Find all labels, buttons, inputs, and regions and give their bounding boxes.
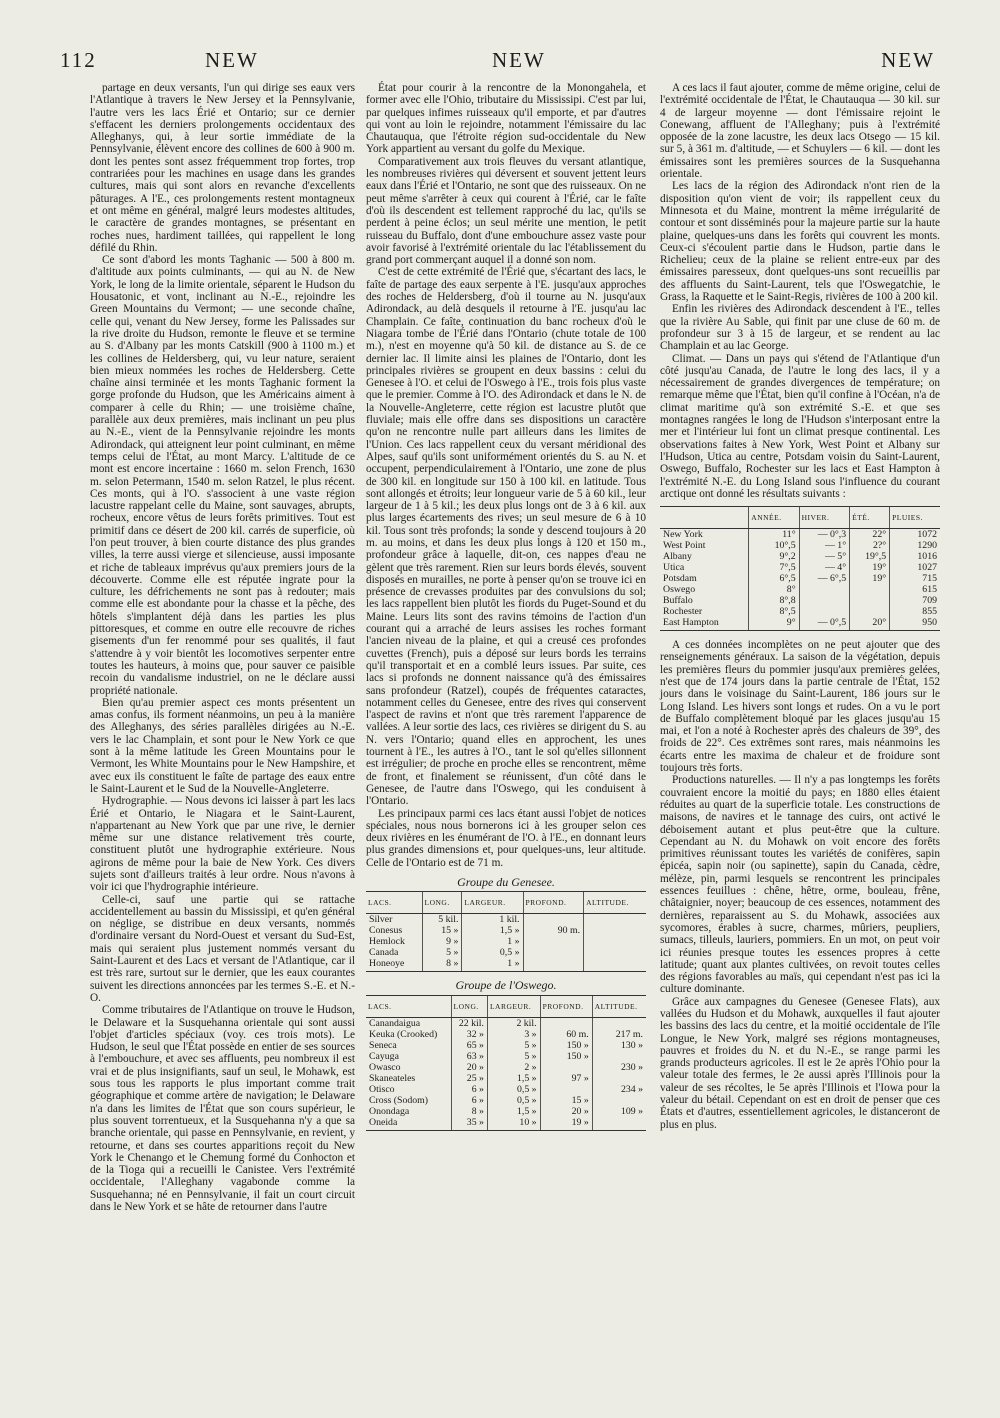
- table-row: [366, 1106, 646, 1117]
- row-label: Honeoye: [366, 958, 422, 972]
- table-cell: 10°,5: [749, 540, 799, 551]
- table-cell: 8 »: [422, 958, 462, 972]
- table-cell: 0,5 »: [487, 1095, 540, 1106]
- table-cell: 7°,5: [749, 562, 799, 573]
- table-cell: 709: [890, 595, 940, 606]
- table-cell: 19°: [850, 573, 890, 584]
- genesee-table-body: [366, 914, 646, 972]
- row-label: Seneca: [369, 1039, 397, 1051]
- table-cell: 11°: [749, 529, 799, 541]
- table-row: [366, 947, 646, 958]
- genesee-table-title: Groupe du Genesee.: [457, 875, 555, 889]
- column-header: ÉTÉ.: [850, 507, 890, 529]
- table-row: [366, 1051, 646, 1062]
- table-cell: 1 kil.: [462, 914, 523, 926]
- table-cell: 19°,5: [850, 551, 890, 562]
- table-cell: 10 »: [487, 1117, 540, 1131]
- table-cell: [592, 1051, 646, 1062]
- table-cell: [540, 1062, 592, 1073]
- table-cell: 0,5 »: [487, 1084, 540, 1095]
- paragraph: partage en deux versants, l'un qui dirige ses eaux vers l'Atlantique à travers le New Jersey et la Pennsylvanie, l'autre vers les lacs Érié et Ontario; sur ce dernier s'effacent les derniers prolongements occidentaux des Alleghanys, qui, à leur sortie immédiate de la Pennsylvanie, élèvent encore des collines de 600 à 900 m. dont les pentes sont assez fréquemment trop fortes, trop contrariées pour les machines en usage dans les grandes cultures, mais qui sont alors en revanche d'excellents pâturages. A l'E., ces prolongements restent montagneux et ont même en général, malgré leurs modestes altitudes, le caractère de grandes montagnes, se présentant en roches nues, hardiment taillées, qui rappellent le long défilé du Rhin.: [90, 82, 355, 254]
- table-cell: — 6°,5: [799, 573, 850, 584]
- table-cell: 1,5 »: [487, 1073, 540, 1084]
- table-cell: [850, 606, 890, 617]
- row-label: Onondaga: [369, 1105, 410, 1117]
- table-cell: 6°,5: [749, 573, 799, 584]
- paragraph: État pour courir à la rencontre de la Monongahela, et former avec elle l'Ohio, tributaire du Mississipi. C'est par lui, par quelques infimes ruisseaux qu'il emporte, et par d'autres qui vont au loin le rejoindre, notamment l'émissaire du lac Chautauqua, que l'étroite région sud-occidentale du New York appartient au versant du golfe du Mexique.: [366, 82, 646, 156]
- table-cell: 1 »: [462, 958, 523, 972]
- oswego-table: [366, 995, 646, 1131]
- row-label: Canada: [369, 947, 399, 959]
- table-row: [366, 1017, 646, 1029]
- table-cell: 15 »: [422, 925, 462, 936]
- paragraph: Ce sont d'abord les monts Taghanic — 500 à 800 m. d'altitude aux points culminants, — qui au N. de New York, le long de la limite orientale, séparent le Hudson du Housatonic, et vont, inclinant au N.-E., rejoindre les Green Mountains du Vermont; — une seconde chaîne, celle qui, venant du New Jersey, forme les Palissades sur la rive droite du Hudson, remonte le fleuve et se termine au S. d'Albany par les monts Catskill (900 à 1100 m.) et les collines de Heldersberg, qui, vu leur nature, seraient bien mieux nommées les roches de Heldersberg. Cette chaîne ainsi terminée et les monts Taghanic forment la gorge profonde du Hudson, que les Américains aiment à comparer à celle du Rhin; — une troisième chaîne, parallèle aux deux premières, mais inclinant un peu plus au N.-E., vient de la Pennsylvanie rejoindre les monts Adirondack, qui atteignent leur point culminant, en même temps celui de l'État, au mont Marcy. L'altitude de ce mont est encore incertaine : 1660 m. selon French, 1630 m. selon Petermann, 1540 m. selon Ratzel, le plus récent. Ces monts, qui à l'O. s'associent à une vaste région lacustre rappelant celle du Maine, sont sauvages, abrupts, rocheux, encore vêtus de leurs forêts primitives. Tout est primitif dans ce désert de 200 kil. carrés de superficie, où l'on peut trouver, à bien courte distance des plus grandes villes, la terre aussi vierge et silencieuse, aussi imposante et riche de tableaux imprévus qu'aux premiers jours de la découverte. Comme elle est réputée ingrate pour la culture, les défrichements ne sont pas à redouter; mais comme elle est abondante pour la chasse et la pêche, des hôtels s'implantent déjà dans les parties les plus pittoresques, et comme en outre elle recouvre de riches gisements d'un fer renommé pour ses qualités, il faut s'attendre à y voir bientôt les locomotives serpenter entre toutes les hauteurs, à moins que, pour sauver ce paisible recoin du vandalisme industriel, on ne le déclare aussi propriété nationale.: [90, 254, 355, 697]
- table-cell: 5 kil.: [422, 914, 462, 926]
- table-cell: 8°: [749, 584, 799, 595]
- table-row: [366, 958, 646, 972]
- table-cell: 8°,8: [749, 595, 799, 606]
- column-header: PROFOND.: [523, 892, 584, 914]
- table-cell: [850, 595, 890, 606]
- table-cell: 1072: [890, 529, 940, 541]
- climate-table-body: [660, 529, 940, 631]
- column-header: LONG.: [451, 995, 487, 1017]
- paragraph: Comme tributaires de l'Atlantique on trouve le Hudson, le Delaware et la Susquehanna orientale qui sont aussi l'objet d'articles spéciaux (voy. ces trois mots). Le Hudson, le seul que l'État possède en entier de ses sources à l'embouchure, et avec ses affluents, peu nombreux il est vrai et de plus insignifiants, sauf un seul, le Mohawk, est sous tous les rapports le plus important comme trait géographique et comme artère de navigation; le Delaware n'a dans les limites de l'État que son cours supérieur, le plus souvent torrentueux, et la Susquehanna n'y a que sa branche orientale, qui passe en Pennsylvanie, en revient, y retourne, et dans ses courtes apparitions reçoit du New York le Chenango et le Chemung formé du Conhocton et de la Tioga qui a recueilli le Canistee. Vers l'extrémité occidentale, l'Alleghany vagabonde comme la Susquehanna; né en Pennsylvanie, il fait un court circuit dans le New York et se hâte de retourner dans l'autre: [90, 1004, 355, 1214]
- table-cell: 15 »: [540, 1095, 592, 1106]
- oswego-table-title: Groupe de l'Oswego.: [455, 978, 557, 993]
- column-header: ALTITUDE.: [584, 892, 646, 914]
- oswego-table-body: [366, 1017, 646, 1130]
- column-header: PROFOND.: [540, 995, 592, 1017]
- table-cell: 3 »: [487, 1029, 540, 1040]
- table-cell: 1 »: [462, 936, 523, 947]
- table-cell: 8°,5: [749, 606, 799, 617]
- table-row: [660, 573, 940, 584]
- table-cell: 150 »: [540, 1051, 592, 1062]
- page-header: [60, 48, 940, 76]
- column-header: ALTITUDE.: [592, 995, 646, 1017]
- row-label: Conesus: [369, 925, 403, 937]
- table-cell: 60 m.: [540, 1029, 592, 1040]
- table-cell: — 4°: [799, 562, 850, 573]
- table-cell: [584, 925, 646, 936]
- table-cell: [592, 1017, 646, 1029]
- table-cell: 9°,2: [749, 551, 799, 562]
- table-cell: 1,5 »: [462, 925, 523, 936]
- table-cell: [584, 947, 646, 958]
- table-row: [366, 1095, 646, 1106]
- paragraph: Enfin les rivières des Adirondack descendent à l'E., telles que la rivière Au Sable, qui finit par une cluse de 60 m. de profondeur sur 3 à 15 de largeur, et se rendent au lac Champlain et au lac George.: [660, 303, 940, 353]
- table-cell: — 0°,5: [799, 617, 850, 631]
- column-header: LARGEUR.: [462, 892, 523, 914]
- column-header: ANNÉE.: [749, 507, 799, 529]
- running-head-center: NEW: [492, 48, 546, 72]
- table-row: [660, 617, 940, 631]
- paragraph: Les lacs de la région des Adirondack n'ont rien de la disposition qu'on vient de voir; ils rappellent ceux du Minnesota et du Maine, montrent la même irrégularité de contour et sont disséminés pour la majeure partie sur la haute plaine, quelques-uns dans les forêts qui couvrent les monts. Ceux-ci s'écoulent partie dans le Hudson, partie dans le Richelieu; ceux de la plaine se relient entre-eux par des émissaires paresseux, dont quelques-uns sont recueillis par des affluents du Saint-Laurent, tels que l'Oswegatchie, le Grass, la Raquette et le Saint-Regis, rivières de 100 à 200 kil.: [660, 180, 940, 304]
- row-label: Albany: [663, 551, 692, 563]
- table-cell: [799, 595, 850, 606]
- table-row: [366, 1062, 646, 1073]
- table-cell: [540, 1084, 592, 1095]
- paragraph-productions: Productions naturelles. — Il n'y a pas longtemps les forêts couvraient encore la moitié du pays; en 1880 elles étaient réduites au quart de la superficie totale. Les constructions de maisons, de navires et le tannage des cuirs, ont activé le déboisement autant et plus peut-être que la culture. Cependant au N. du Mohawk on voit encore des forêts primitives réunissant toutes les variétés de conifères, sapin épicéa, sapin noir (ou sapinette), sapin du Canada, cèdre, mélèze, pin, parmi lesquels se rencontrent les principales essences feuillues : chêne, hêtre, orme, bouleau, frêne, châtaignier, noyer; beaucoup de ces essences, notamment des dernières, reparaissent au S. du Mohawk, associées aux sycomores, érables à sucre, charmes, mûriers, peupliers, sumacs, tilleuls, lauriers, pommiers. En un mot, on peut voir ici réunies presque toutes les essences propres à cette latitude; quant aux plantes cultivées, on revoit toutes celles des régions favorables au maïs, qui cependant n'est pas ici la culture dominante.: [660, 774, 940, 996]
- table-cell: — 0°,3: [799, 529, 850, 541]
- table-row: [660, 562, 940, 573]
- table-cell: 950: [890, 617, 940, 631]
- table-cell: [584, 914, 646, 926]
- paragraph: A ces données incomplètes on ne peut ajouter que des renseignements généraux. La saison de la végétation, depuis les premières fleurs du pommier jusqu'aux premières gelées, n'est que de 174 jours dans la partie centrale de l'État, 152 jours dans le voisinage du Saint-Laurent, 186 jours sur le Long Island. Les hivers sont longs et rudes. On a vu le port de Buffalo complètement bloqué par les glaces jusqu'au 15 mai, et l'on a noté à Rochester après des chaleurs de 39°, des froids de 22°. Ces extrêmes sont rares, mais néanmoins les écarts entre les maxima de chaleur et de froidure sont toujours très forts.: [660, 639, 940, 775]
- table-row: [366, 1117, 646, 1131]
- table-cell: 20 »: [540, 1106, 592, 1117]
- paragraph: Bien qu'au premier aspect ces monts présentent un amas confus, ils forment néanmoins, un peu à la manière des Alleghanys, des séries parallèles dirigées au N.-E. vers le lac Champlain, et sont pour le New York ce que sont à la même latitude les Green Mountains pour le Vermont, les White Mountains pour le New Hampshire, et avec eux ils constituent le faîte de partage des eaux entre le Saint-Laurent et le Sud de la Nouvelle-Angleterre.: [90, 696, 355, 795]
- row-label: Hemlock: [369, 936, 405, 948]
- table-cell: 9 »: [422, 936, 462, 947]
- table-cell: 20 »: [451, 1062, 487, 1073]
- column-header: LACS.: [366, 892, 422, 914]
- table-cell: [523, 914, 584, 926]
- table-cell: 19°: [850, 562, 890, 573]
- table-cell: 20°: [850, 617, 890, 631]
- table-cell: 109 »: [592, 1106, 646, 1117]
- table-row: [366, 1029, 646, 1040]
- table-cell: 97 »: [540, 1073, 592, 1084]
- table-row: [660, 584, 940, 595]
- column-header: HIVER.: [799, 507, 850, 529]
- column-middle: [366, 82, 646, 1131]
- table-cell: 217 m.: [592, 1029, 646, 1040]
- row-label: Silver: [369, 914, 393, 926]
- table-cell: 230 »: [592, 1062, 646, 1073]
- table-cell: 2 kil.: [487, 1017, 540, 1029]
- table-cell: 32 »: [451, 1029, 487, 1040]
- table-cell: 65 »: [451, 1040, 487, 1051]
- table-row: [660, 606, 940, 617]
- table-cell: 0,5 »: [462, 947, 523, 958]
- table-cell: 150 »: [540, 1040, 592, 1051]
- paragraph: Celle-ci, sauf une partie qui se rattache accidentellement au bassin du Mississipi, et qu'en général on néglige, se distribue en deux versants, nommés d'ordinaire versant du Nord-Ouest et versant du Sud-Est, mais qui seraient plus justement nommés versant du Saint-Laurent et des Lacs et versant de l'Atlantique, car il est très rare, surtout sur le dernier, que les eaux courantes suivent les directions annoncées par les termes S.-E. et N.-O.: [90, 893, 355, 1004]
- table-cell: [523, 936, 584, 947]
- row-label: Owasco: [369, 1061, 401, 1073]
- table-cell: 8 »: [451, 1106, 487, 1117]
- running-head-left: NEW: [205, 48, 259, 72]
- table-cell: 63 »: [451, 1051, 487, 1062]
- table-cell: [799, 606, 850, 617]
- column-header: PLUIES.: [890, 507, 940, 529]
- paragraph: Grâce aux campagnes du Genesee (Genesee Flats), aux vallées du Hudson et du Mohawk, auxquelles il faut ajouter les bassins des lacs du centre, et la moitié occidentale de l'île Longue, le New York, malgré ses régions montagneuses, pauvres et froides du N. et du N.-E., se range parmi les grands producteurs agricoles. Il est le 2e après l'Ohio pour la valeur totale des fermes, le 2e aussi après l'Illinois pour la valeur de ses récoltes, le 5e après l'Illinois et l'Iowa pour la valeur du bétail. Cependant on est en droit de penser que ces États et d'autres, essentiellement agricoles, le distanceront de plus en plus.: [660, 995, 940, 1131]
- row-label: West Point: [663, 540, 706, 552]
- table-row: [366, 1040, 646, 1051]
- table-cell: 6 »: [451, 1095, 487, 1106]
- table-cell: 22°: [850, 529, 890, 541]
- table-cell: 25 »: [451, 1073, 487, 1084]
- column-header: LARGEUR.: [487, 995, 540, 1017]
- paragraph: A ces lacs il faut ajouter, comme de même origine, celui de l'extrémité occidentale de l'État, le Chautauqua — 30 kil. sur 4 de largeur moyenne — dont l'émissaire rejoint le Conewang, affluent de l'Alleghany; puis à l'extrémité opposée de la zone lacustre, les deux lacs Otsego — 15 kil. sur 5, à 361 m. d'altitude, — et Schuylers — 6 kil. — dont les émissaires sont les premières sources de la Susquehanna orientale.: [660, 82, 940, 181]
- table-row: [660, 551, 940, 562]
- row-label: Canandaigua: [369, 1017, 421, 1029]
- table-cell: 615: [890, 584, 940, 595]
- row-label: Cross (Sodom): [369, 1094, 429, 1106]
- table-row: [366, 936, 646, 947]
- row-label: Cayuga: [369, 1050, 399, 1062]
- table-row: [366, 1084, 646, 1095]
- column-header: LACS.: [366, 995, 451, 1017]
- table-cell: 9°: [749, 617, 799, 631]
- row-label: Skaneateles: [369, 1072, 416, 1084]
- table-row: [660, 595, 940, 606]
- row-label: Oneida: [366, 1117, 451, 1131]
- row-label: Otisco: [369, 1083, 395, 1095]
- paragraph-climat: Climat. — Dans un pays qui s'étend de l'Atlantique d'un côté jusqu'au Canada, de l'autre le long des lacs, il y a nécessairement de grandes divergences de température; on remarque même que l'État, bien qu'il confine à l'Océan, n'a de climat maritime qu'à son extrémité S.-E. et que ses montagnes rangées le long de l'Hudson s'interposant entre la mer et l'intérieur lui font un climat presque continental. Les observations faites à New York, West Point et Albany sur l'Hudson, Utica au centre, Potsdam voisin du Saint-Laurent, Oswego, Buffalo, Rochester sur les lacs et East Hampton à l'extrémité N.-E. du Long Island sous l'influence du courant arctique ont donné les résultats suivants :: [660, 352, 940, 500]
- table-cell: 2 »: [487, 1062, 540, 1073]
- paragraph: C'est de cette extrémité de l'Érié que, s'écartant des lacs, le faîte de partage des eaux serpente à l'E. jusqu'aux approches des roches de Heldersberg, d'où il tourne au N. jusqu'aux Adirondack, au delà desquels il retourne à l'E. jusqu'au lac Champlain. Ce faîte, continuation du banc rocheux d'où le Niagara tombe de l'Érié dans l'Ontario (chute totale de 100 m.), n'est en moyenne qu'à 50 kil. de distance au S. de ce dernier lac. Il limite ainsi les plaines de l'Ontario, dont les principales rivières se groupent en deux bassins : celui du Genesee à l'O. et celui de l'Oswego à l'E., trois fois plus vaste que le premier. Comme à l'O. des Adirondack et dans le N. de la Nouvelle-Angleterre, cette région est lacustre plutôt que fluviale; mais elle offre dans ses dispositions un caractère qu'on ne rencontre nulle part ailleurs dans les limites de l'Union. Ces lacs rappellent ceux du versant méridional des Alpes, sauf qu'ils sont uniformément orientés du S. au N. et occupent, perpendiculairement à l'Ontario, une zone de plus de 300 kil. en longitude sur 150 à 100 kil. en latitude. Tous sont allongés et étroits; leur longueur varie de 5 à 60 kil., leur largeur de 1 à 5 kil.; les deux plus longs ont de 3 à 6 kil. aux plus larges écartements des rives; un seul mesure de 6 à 10 kil. Tous sont très profonds; la sonde y descend toujours à 20 m. au moins, et dans les deux plus longs à 120 et 150 m., profondeur grâce à laquelle, dit-on, ces nappes d'eau ne gèlent que très rarement. Rien sur leurs bords élevés, souvent disposés en murailles, ne porte à penser qu'on se trouve ici en présence de crevasses produites par des convulsions du sol; les lacs rappellent bien plutôt les fiords du Puget-Sound et du Maine. Leurs lits sont des ravins témoins de l'action d'un courant qui a arraché de leurs assises les roches formant l'ancien niveau de la plaine, et qui a creusé ces profondes cuvettes (French), puis a déposé sur leurs bords les terrains qu'il transportait et en a comblé leurs issues. Par suite, ces lacs si profonds ne donnent naissance qu'à des émissaires sans profondeur (Ratzel), coupés de fréquentes cataractes, notamment celles du Genesee, entre des rives qui conservent l'aspect de ravins et n'ont que très rarement l'apparence de vallées. A leur sortie des lacs, ces rivières se dirigent du S. au N. vers l'Ontario; quand elles en approchent, les unes tournent à l'E., les autres à l'O., tant le sol qu'elles sillonnent est irrégulier; de proche en proche elles se rencontrent, même de front, et finalement se réunissent, d'un côté dans le Genesee, de l'autre dans l'Oswego, qui les conduisent à l'Ontario.: [366, 266, 646, 808]
- row-label: Keuka (Crooked): [369, 1028, 438, 1040]
- table-cell: 1016: [890, 551, 940, 562]
- row-label: Utica: [663, 562, 685, 574]
- table-cell: [850, 584, 890, 595]
- table-cell: 1290: [890, 540, 940, 551]
- table-row: [660, 540, 940, 551]
- table-cell: [592, 1073, 646, 1084]
- page-number: 112: [60, 48, 97, 72]
- running-head-right: NEW: [881, 48, 935, 72]
- table-cell: 35 »: [451, 1117, 487, 1131]
- row-label: East Hampton: [660, 617, 749, 631]
- table-cell: [540, 1017, 592, 1029]
- row-label: Buffalo: [663, 595, 693, 607]
- table-cell: 5 »: [487, 1051, 540, 1062]
- table-row: [366, 1073, 646, 1084]
- table-cell: 2?°: [850, 540, 890, 551]
- table-cell: [584, 936, 646, 947]
- paragraph: Comparativement aux trois fleuves du versant atlantique, les nombreuses rivières qui déversent et souvent jettent leurs eaux dans l'Érié et l'Ontario, ne sont que des ruisseaux. On ne peut même s'arrêter à ceux qui courent à l'Érié, car le faîte d'où ils descendent est tellement rapproché du lac, qu'ils se perdent à peine éclos; un seul mérite une mention, le petit ruisseau du Buffalo, dont d'une embouchure assez vaste pour avoir favorisé à l'extrémité orientale du lac l'établissement du grand port commerçant auquel il a donné son nom.: [366, 155, 646, 267]
- table-row: [366, 925, 646, 936]
- table-cell: 130 »: [592, 1040, 646, 1051]
- table-cell: 855: [890, 606, 940, 617]
- row-label: Rochester: [663, 606, 703, 618]
- table-cell: [799, 584, 850, 595]
- row-label: Potsdam: [663, 573, 697, 585]
- row-label: Oswego: [663, 584, 696, 596]
- column-header: LONG.: [422, 892, 462, 914]
- table-cell: [584, 958, 646, 972]
- table-cell: 1,5 »: [487, 1106, 540, 1117]
- column-header: [660, 507, 749, 529]
- table-row: [366, 914, 646, 926]
- table-cell: 5 »: [487, 1040, 540, 1051]
- column-right: [660, 82, 940, 1131]
- table-cell: 1027: [890, 562, 940, 573]
- genesee-table: [366, 891, 646, 972]
- table-cell: 234 »: [592, 1084, 646, 1095]
- table-cell: — 1°: [799, 540, 850, 551]
- climate-table: [660, 506, 940, 631]
- paragraph: Les principaux parmi ces lacs étant aussi l'objet de notices spéciales, nous nous bornerons ici à les grouper selon ces deux rivières en les énumérant de l'O. à l'E., en donnant leurs plus grandes dimensions et, pour quelques-uns, leur altitude. Celle de l'Ontario est de 71 m.: [366, 807, 646, 869]
- table-cell: — 5°: [799, 551, 850, 562]
- table-cell: [523, 958, 584, 972]
- table-cell: 22 kil.: [451, 1017, 487, 1029]
- row-label: New York: [663, 529, 703, 541]
- table-cell: [523, 947, 584, 958]
- table-cell: 19 »: [540, 1117, 592, 1131]
- column-left: [90, 82, 355, 1213]
- table-cell: 6 »: [451, 1084, 487, 1095]
- table-cell: 715: [890, 573, 940, 584]
- table-cell: [592, 1117, 646, 1131]
- table-cell: 90 m.: [523, 925, 584, 936]
- table-row: [660, 529, 940, 541]
- table-cell: [592, 1095, 646, 1106]
- table-cell: 5 »: [422, 947, 462, 958]
- paragraph-hydrographie: Hydrographie. — Nous devons ici laisser à part les lacs Érié et Ontario, le Niagara et le Saint-Laurent, n'appartenant au New York que par une rive, le dernier même sur une distance relativement très courte, constituent plutôt une hydrographie extérieure. Nous agirons de même pour la baie de New York. Ces divers sujets sont d'ailleurs traités à leur ordre. Nous n'avons à voir ici que l'hydrographie intérieure.: [90, 795, 355, 894]
